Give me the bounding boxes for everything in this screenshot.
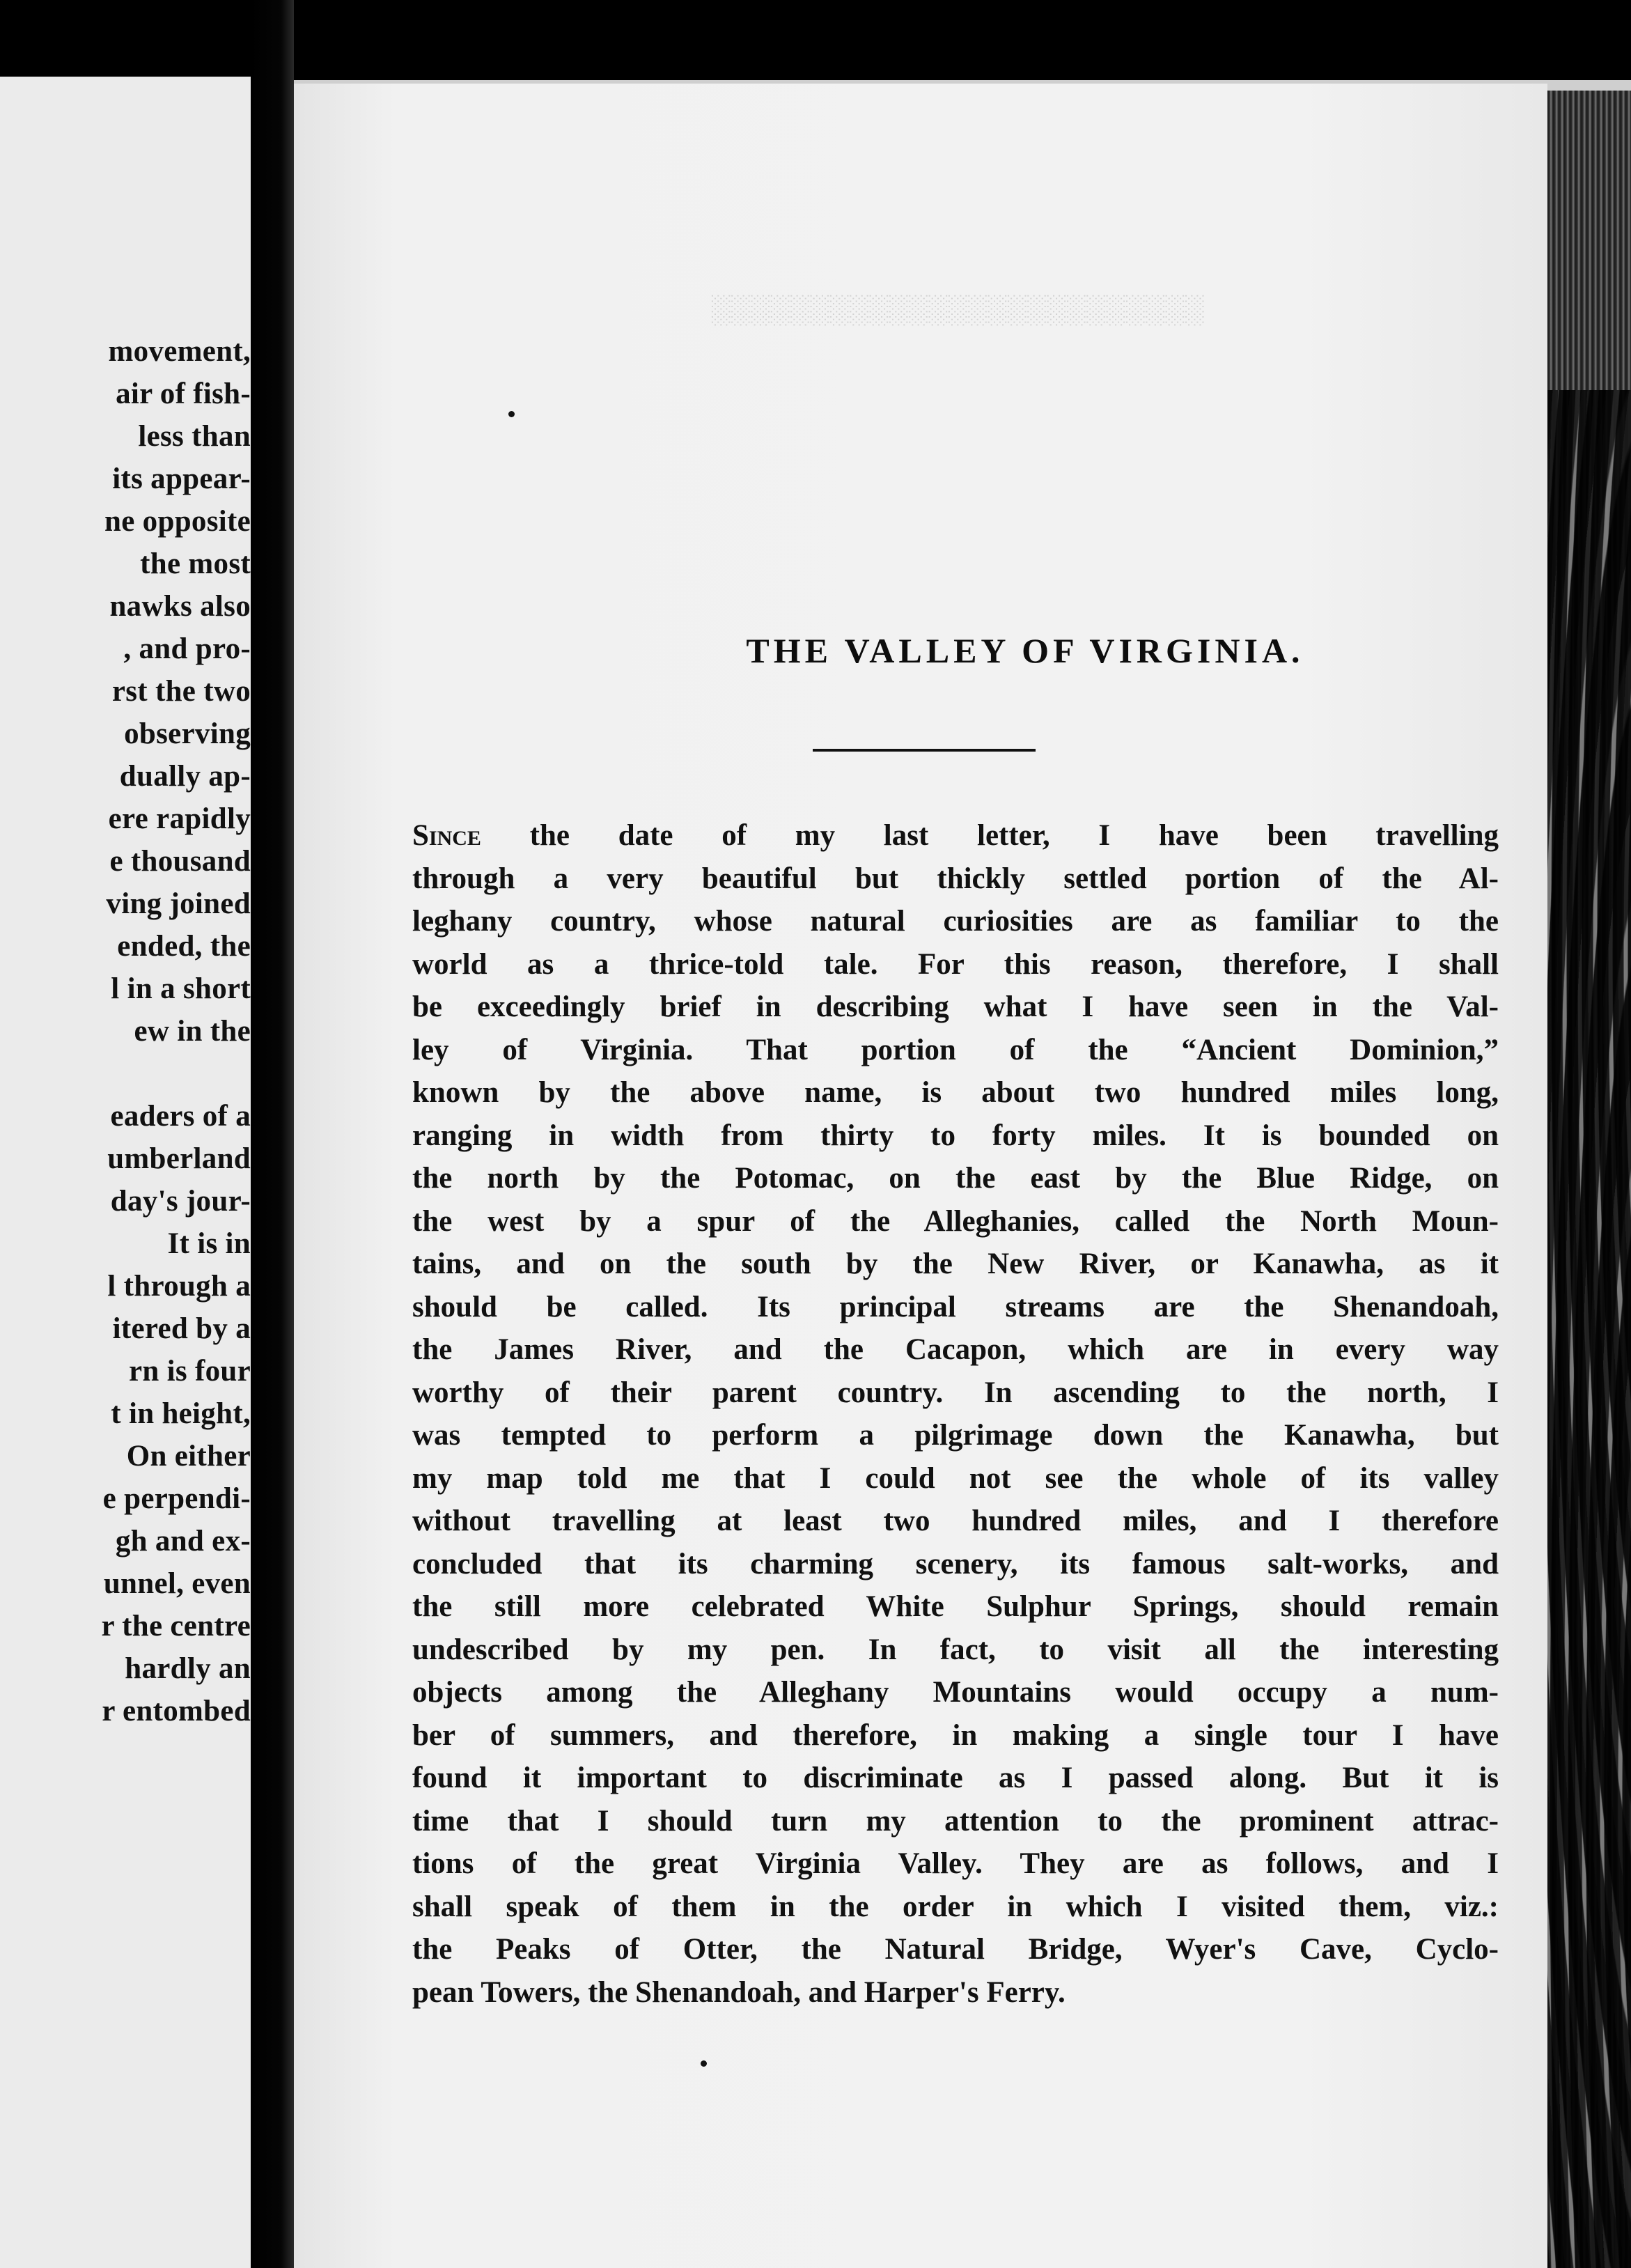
left-page-line: day's jour- xyxy=(110,1185,251,1218)
left-page-line: rst the two xyxy=(111,675,251,708)
body-line: time that I should turn my attention to the prominent attrac- xyxy=(412,1804,1499,1838)
body-line xyxy=(412,815,1499,857)
chapter-title: THE VALLEY OF VIRGINIA. xyxy=(746,631,1304,670)
left-page-line: l through a xyxy=(107,1270,251,1303)
ink-speck xyxy=(701,2060,707,2067)
left-page-line: e thousand xyxy=(109,845,251,878)
body-line: found it important to discriminate as I passed along. But it is xyxy=(412,1762,1499,1794)
body-line: the still more celebrated White Sulphur Springs, should remain xyxy=(412,1590,1499,1623)
ink-speck xyxy=(508,411,515,417)
body-line: ley of Virginia. That portion of the “Ancient Dominion,” xyxy=(412,1033,1499,1066)
dropcap-word: Since xyxy=(412,819,481,852)
body-line: objects among the Alleghany Mountains would occupy a num- xyxy=(412,1676,1499,1709)
left-page-line: dually ap- xyxy=(119,760,251,793)
left-page-line: its appear- xyxy=(112,463,251,495)
body-line: world as a thrice-told tale. For this reason, therefore, I shall xyxy=(412,947,1499,981)
marbled-edge xyxy=(1547,390,1631,2268)
left-page-line: itered by a xyxy=(112,1312,251,1345)
body-line: worthy of their parent country. In ascending to the north, I xyxy=(412,1376,1499,1409)
left-page-line: ended, the xyxy=(117,930,251,963)
body-line: be exceedingly brief in describing what I have seen in the Val- xyxy=(412,991,1499,1023)
left-page-line: movement, xyxy=(108,335,251,368)
body-line: ber of summers, and therefore, in making a single tour I have xyxy=(412,1718,1499,1752)
left-page-line: r entombed xyxy=(102,1695,251,1727)
left-facing-page xyxy=(0,77,251,2268)
left-page-line: eaders of a xyxy=(110,1100,251,1133)
left-page-line: umberland xyxy=(107,1142,251,1175)
body-line: concluded that its charming scenery, its famous salt-works, and xyxy=(412,1547,1499,1580)
body-line: tains, and on the south by the New River, or Kanawha, as it xyxy=(412,1248,1499,1280)
left-page-line: hardly an xyxy=(125,1652,251,1685)
left-page-line: l in a short xyxy=(111,972,251,1005)
body-line: was tempted to perform a pilgrimage down the Kanawha, but xyxy=(412,1419,1499,1452)
left-page-line: ew in the xyxy=(134,1015,251,1048)
body-line: tions of the great Virginia Valley. They are as follows, and I xyxy=(412,1847,1499,1880)
left-page-line: air of fish- xyxy=(116,378,251,410)
body-line: ranging in width from thirty to forty miles. It is bounded on xyxy=(412,1119,1499,1152)
left-page-line: r the centre xyxy=(101,1610,251,1642)
bleed-through-text: ░░░░░░░░░░░░░░░░░░░░░░░░░ xyxy=(712,293,1205,325)
left-page-line: the most xyxy=(140,547,251,580)
body-line: should be called. Its principal streams are the Shenandoah, xyxy=(412,1290,1499,1323)
body-line: through a very beautiful but thickly settled portion of the Al- xyxy=(412,862,1499,895)
left-page-line: , and pro- xyxy=(123,632,251,665)
left-page-line: rn is four xyxy=(129,1355,251,1388)
body-line: the James River, and the Cacapon, which are in every way xyxy=(412,1333,1499,1366)
body-line: without travelling at least two hundred miles, and I therefore xyxy=(412,1505,1499,1537)
body-line: shall speak of them in the order in which I visited them, viz.: xyxy=(412,1890,1499,1923)
left-page-line: t in height, xyxy=(111,1397,251,1430)
body-line: the north by the Potomac, on the east by the Blue Ridge, on xyxy=(412,1162,1499,1195)
body-line: leghany country, whose natural curiosities are as familiar to the xyxy=(412,905,1499,938)
body-line: my map told me that I could not see the whole of its valley xyxy=(412,1461,1499,1495)
left-page-line: less than xyxy=(138,420,251,453)
left-page-line: It is in xyxy=(167,1227,251,1260)
left-page-line: nawks also xyxy=(109,590,251,623)
body-line: the Peaks of Otter, the Natural Bridge, Wyer's Cave, Cyclo- xyxy=(412,1933,1499,1966)
main-page xyxy=(294,84,1547,2268)
body-line: known by the above name, is about two hundred miles long, xyxy=(412,1076,1499,1109)
left-page-line: ne opposite xyxy=(104,505,251,538)
body-line: the west by a spur of the Alleghanies, called the North Moun- xyxy=(412,1204,1499,1238)
book-gutter xyxy=(251,0,294,2268)
title-rule xyxy=(813,749,1036,752)
left-page-line: e perpendi- xyxy=(102,1482,251,1515)
body-line-text: the date of my last letter, I have been travelling xyxy=(481,819,1499,852)
body-line: undescribed by my pen. In fact, to visit all the interesting xyxy=(412,1633,1499,1666)
top-shadow xyxy=(0,0,1631,80)
left-page-line: gh and ex- xyxy=(115,1525,251,1558)
left-page-line: unnel, even xyxy=(103,1567,251,1600)
left-page-line: ere rapidly xyxy=(108,802,251,835)
left-page-line: ving joined xyxy=(106,887,251,920)
left-page-line: observing xyxy=(124,717,251,750)
body-line: pean Towers, the Shenandoah, and Harper's Ferry. xyxy=(412,1975,1066,2009)
left-page-line: On either xyxy=(126,1440,251,1473)
